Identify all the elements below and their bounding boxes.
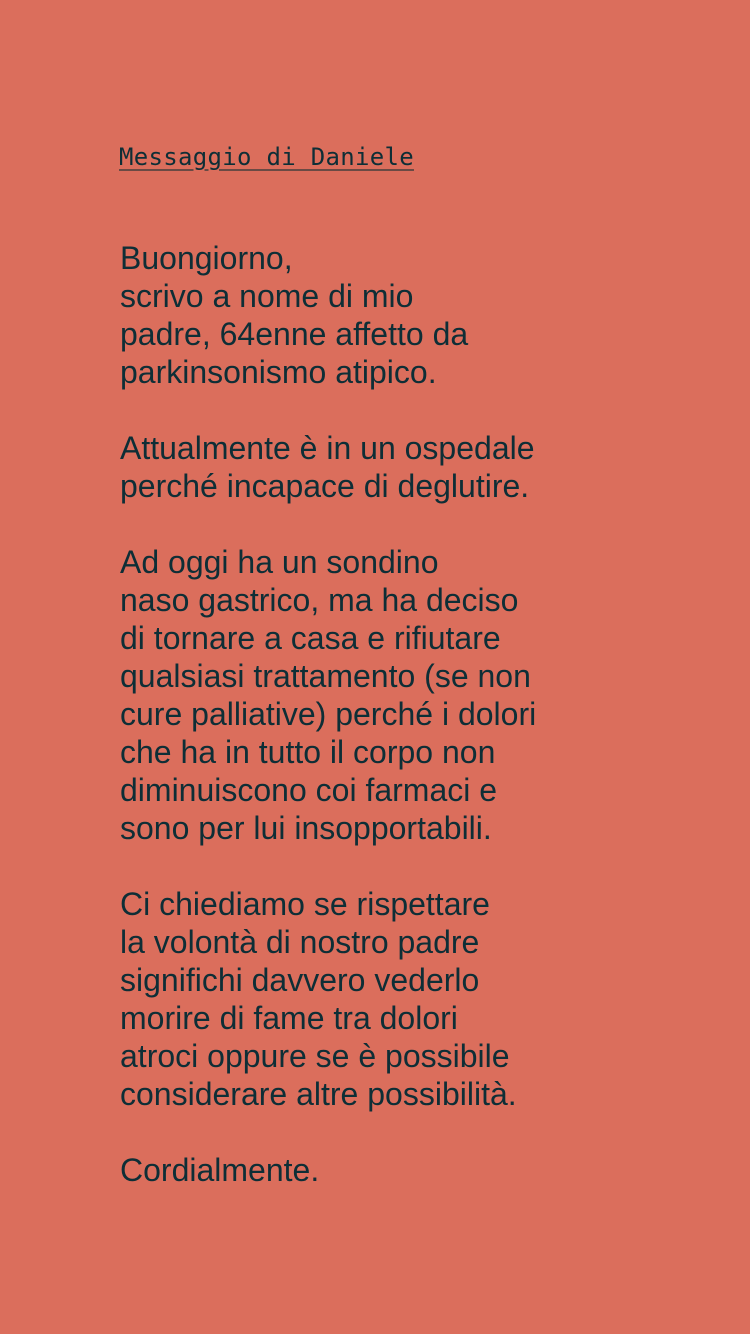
message-line: sono per lui insopportabili. bbox=[120, 810, 492, 846]
message-paragraph bbox=[120, 885, 536, 1113]
message-line: scrivo a nome di mio bbox=[120, 278, 414, 314]
message-line: Buongiorno, bbox=[120, 240, 293, 276]
message-line: la volontà di nostro padre bbox=[120, 924, 480, 960]
message-line: che ha in tutto il corpo non bbox=[120, 734, 496, 770]
message-line: morire di fame tra dolori bbox=[120, 1000, 458, 1036]
message-line: Cordialmente. bbox=[120, 1152, 320, 1188]
message-line: cure palliative) perché i dolori bbox=[120, 696, 537, 732]
message-line: significhi davvero vederlo bbox=[120, 962, 480, 998]
message-line: considerare altre possibilità. bbox=[120, 1076, 517, 1112]
message-line: di tornare a casa e rifiutare bbox=[120, 620, 501, 656]
message-line: qualsiasi trattamento (se non bbox=[120, 658, 531, 694]
message-line: naso gastrico, ma ha deciso bbox=[120, 582, 519, 618]
message-line: padre, 64enne affetto da bbox=[120, 316, 469, 352]
message-paragraph bbox=[120, 429, 536, 505]
message-paragraph bbox=[120, 1151, 536, 1189]
message-paragraph bbox=[120, 543, 536, 847]
message-line: atroci oppure se è possibile bbox=[120, 1038, 510, 1074]
message-title-link[interactable]: Messaggio di Daniele bbox=[119, 143, 414, 171]
message-line: Ci chiediamo se rispettare bbox=[120, 886, 490, 922]
message-line: diminuiscono coi farmaci e bbox=[120, 772, 498, 808]
message-paragraph bbox=[120, 239, 536, 391]
message-body bbox=[120, 239, 536, 1227]
message-line: parkinsonismo atipico. bbox=[120, 354, 437, 390]
message-line: Ad oggi ha un sondino bbox=[120, 544, 439, 580]
message-line: perché incapace di deglutire. bbox=[120, 468, 530, 504]
message-line: Attualmente è in un ospedale bbox=[120, 430, 535, 466]
